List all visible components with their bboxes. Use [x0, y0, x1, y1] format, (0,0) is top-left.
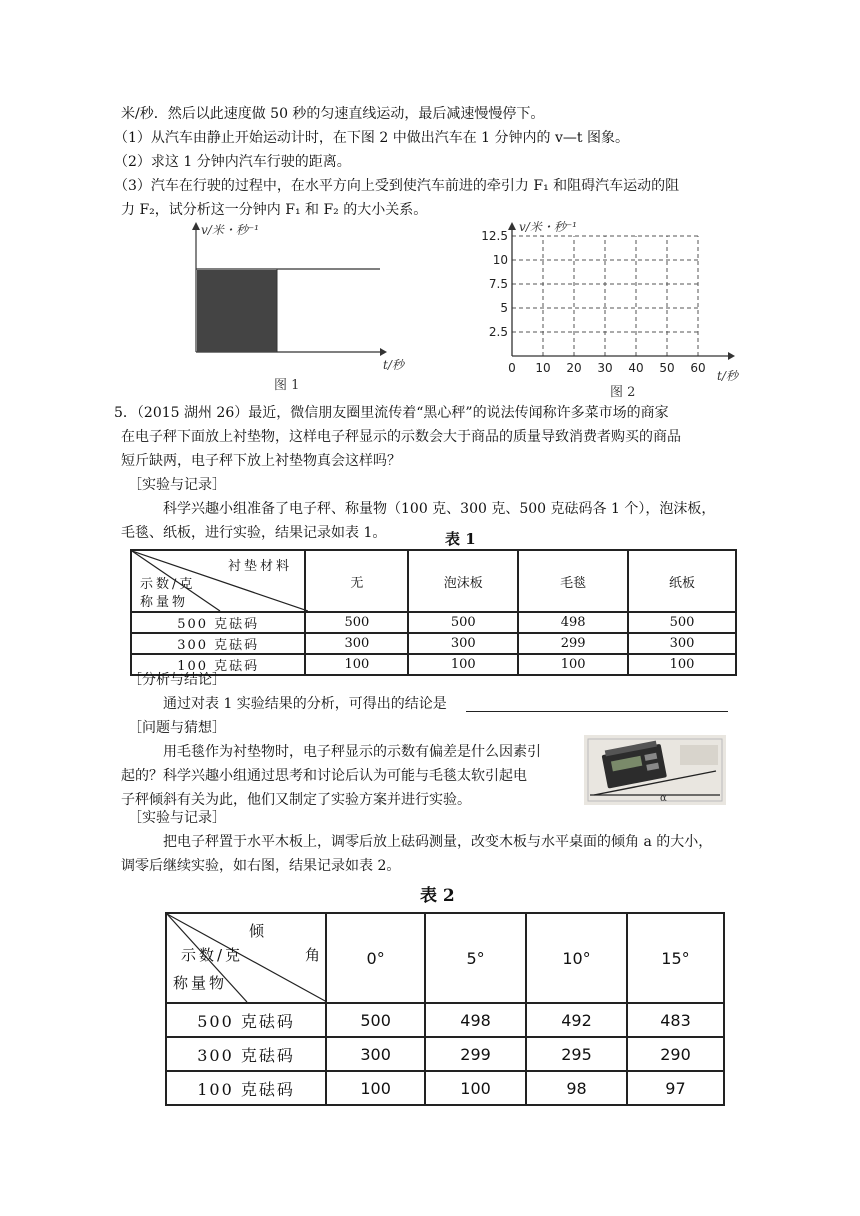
question-5-line-1: 5．（2015 湖州 26）最近，微信朋友圈里流传着“黑心秤”的说法传闻称许多菜市场的商家 [114, 405, 669, 421]
table-cell: 500 [305, 612, 408, 633]
table-2-corner-header [166, 913, 326, 1003]
table-cell: 300 [408, 633, 518, 654]
table-cell: 300 [305, 633, 408, 654]
table-row [166, 1003, 724, 1037]
y-tick-label: 10 [492, 253, 508, 267]
table-cell: 100 [408, 654, 518, 675]
x-tick-label: 20 [566, 361, 582, 375]
table-2-col-header: 15° [627, 913, 724, 1003]
section-heading-hypothesis: ［问题与猜想］ [128, 720, 226, 736]
scale-on-incline-photo [584, 735, 726, 805]
section-heading-experiment-2: ［实验与记录］ [128, 810, 226, 826]
y-axis-arrow [508, 222, 516, 230]
angle-label: α [660, 793, 667, 804]
x-tick-label: 0 [508, 361, 516, 375]
table-2-col-header: 10° [526, 913, 627, 1003]
section-heading-experiment: ［实验与记录］ [128, 477, 226, 493]
paragraph-4-line-1: 把电子秤置于水平木板上，调零后放上砝码测量，改变木板与水平桌面的倾角 a 的大小， [163, 834, 713, 850]
table-cell: 492 [526, 1003, 627, 1037]
question-5-line-2: 在电子秤下面放上衬垫物，这样电子秤显示的示数会大于商品的质量导致消费者购买的商品 [121, 429, 681, 445]
x-tick-label: 40 [628, 361, 644, 375]
corner-bottom-label: 称量物 [173, 974, 228, 992]
paragraph-1-line-1: 科学兴趣小组准备了电子秤、称量物（100 克、300 克、500 克砝码各 1 个），泡沫板， [163, 501, 716, 517]
x-tick-label: 50 [659, 361, 675, 375]
paragraph-3-line-2: 起的？科学兴趣小组通过思考和讨论后认为可能与毛毯太软引起电 [121, 768, 527, 784]
corner-mid-label: 示数/克 [140, 577, 196, 592]
table-1 [130, 549, 737, 676]
y-tick-label: 7.5 [488, 277, 508, 291]
table-cell: 100 [518, 654, 628, 675]
table-1-col-header: 泡沫板 [408, 550, 518, 612]
table-1-col-header: 无 [305, 550, 408, 612]
table-cell: 97 [627, 1071, 724, 1105]
fig2-y-label: v/米・秒⁻¹ [519, 220, 577, 234]
table-2-col-header: 5° [425, 913, 526, 1003]
fig1-caption: 图 1 [274, 378, 300, 393]
table-cell: 498 [518, 612, 628, 633]
table-1-corner-header [131, 550, 305, 612]
analysis-prompt: 通过对表 1 实验结果的分析，可得出的结论是 [163, 696, 447, 712]
paragraph-4-line-2: 调零后继续实验，如右图，结果记录如表 2。 [121, 858, 401, 874]
table-1-col-header: 纸板 [628, 550, 736, 612]
table-cell: 100 [425, 1071, 526, 1105]
x-tick-label: 10 [535, 361, 551, 375]
corner-right-label: 角 [305, 946, 324, 964]
table-2-title: 表 2 [420, 886, 455, 906]
question-5-line-3: 短斤缺两，电子秤下放上衬垫物真会这样吗？ [121, 453, 401, 469]
table-row [166, 1071, 724, 1105]
fig1-y-label: v/米・秒⁻¹ [201, 223, 259, 237]
table-1-col-header: 毛毯 [518, 550, 628, 612]
x-tick-label: 30 [597, 361, 613, 375]
shaded-area [197, 270, 277, 352]
fig2-caption: 图 2 [610, 385, 636, 400]
table-cell: 500 [408, 612, 518, 633]
table-cell: 500 [628, 612, 736, 633]
row-label: 500 克砝码 [131, 612, 305, 633]
section-heading-analysis: ［分析与结论］ [128, 672, 226, 688]
corner-bottom-label: 称量物 [140, 595, 189, 610]
question-part-1: （1）从汽车由静止开始运动计时，在下图 2 中做出汽车在 1 分钟内的 v—t 图象。 [114, 130, 629, 146]
table-cell: 98 [526, 1071, 627, 1105]
table-cell: 290 [627, 1037, 724, 1071]
table-cell: 500 [326, 1003, 425, 1037]
table-2 [165, 912, 725, 1106]
x-axis-arrow [728, 352, 735, 360]
figure-2 [470, 222, 750, 394]
table-cell: 100 [305, 654, 408, 675]
x-tick-label: 60 [690, 361, 706, 375]
table-cell: 498 [425, 1003, 526, 1037]
y-tick-label: 12.5 [481, 229, 508, 243]
fig2-x-label: t/秒 [717, 369, 738, 383]
table-cell: 100 [326, 1071, 425, 1105]
table-cell: 300 [628, 633, 736, 654]
table-row [131, 612, 736, 633]
table-2-col-header: 0° [326, 913, 425, 1003]
table-cell: 483 [627, 1003, 724, 1037]
question-part-3: （3）汽车在行驶的过程中，在水平方向上受到使汽车前进的牵引力 F₁ 和阻碍汽车运动的阻 [114, 178, 680, 194]
question-part-3-cont: 力 F₂，试分析这一分钟内 F₁ 和 F₂ 的大小关系。 [121, 202, 428, 218]
fig1-x-label: t/秒 [383, 358, 404, 372]
answer-blank[interactable] [466, 711, 728, 712]
corner-mid-label: 示数/克 [181, 946, 244, 964]
table-cell: 299 [518, 633, 628, 654]
question-part-2: （2）求这 1 分钟内汽车行驶的距离。 [114, 154, 351, 170]
y-tick-label: 5 [500, 301, 508, 315]
paragraph-3-line-3: 子秤倾斜有关为此，他们又制定了实验方案并进行实验。 [121, 792, 471, 808]
table-row [131, 633, 736, 654]
corner-top-label: 倾 [249, 922, 268, 940]
table-cell: 300 [326, 1037, 425, 1071]
row-label: 300 克砝码 [166, 1037, 326, 1071]
table-cell: 100 [628, 654, 736, 675]
figure-1 [170, 222, 390, 394]
table-cell: 295 [526, 1037, 627, 1071]
y-tick-label: 2.5 [488, 325, 508, 339]
row-label: 100 克砝码 [166, 1071, 326, 1105]
row-label: 300 克砝码 [131, 633, 305, 654]
table-cell: 299 [425, 1037, 526, 1071]
row-label: 500 克砝码 [166, 1003, 326, 1037]
table-row [166, 1037, 724, 1071]
corner-top-label: 衬垫材料 [228, 559, 293, 574]
paragraph-1-line-2: 毛毯、纸板，进行实验，结果记录如表 1。 [121, 525, 387, 541]
row-label: 100 克砝码 [131, 654, 305, 675]
table-1-title: 表 1 [445, 530, 476, 548]
paragraph-3-line-1: 用毛毯作为衬垫物时，电子秤显示的示数有偏差是什么因素引 [163, 744, 541, 760]
text-line: 米/秒．然后以此速度做 50 秒的匀速直线运动，最后减速慢慢停下。 [121, 106, 545, 122]
